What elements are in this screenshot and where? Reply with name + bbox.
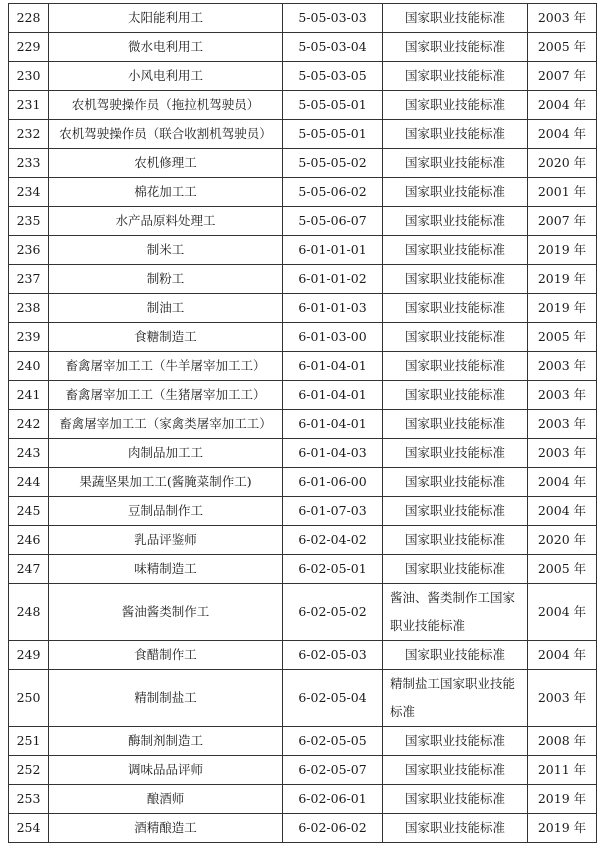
standard-name-cell: 国家职业技能标准 <box>383 236 528 265</box>
table-row <box>9 410 597 439</box>
table-body <box>9 4 597 843</box>
row-number-cell: 228 <box>9 4 49 33</box>
row-number-cell: 232 <box>9 120 49 149</box>
year-cell: 2019 年 <box>528 814 597 843</box>
occupation-code-cell: 6-01-03-00 <box>283 323 383 352</box>
table-row <box>9 352 597 381</box>
occupation-code-cell: 5-05-06-07 <box>283 207 383 236</box>
table-row <box>9 555 597 584</box>
year-cell: 2020 年 <box>528 149 597 178</box>
table-row <box>9 814 597 843</box>
standard-name-cell: 国家职业技能标准 <box>383 207 528 236</box>
row-number-cell: 249 <box>9 641 49 670</box>
occupation-code-cell: 5-05-03-04 <box>283 33 383 62</box>
row-number-cell: 237 <box>9 265 49 294</box>
occupation-code-cell: 6-01-04-03 <box>283 439 383 468</box>
standard-name-cell: 国家职业技能标准 <box>383 785 528 814</box>
row-number-cell: 241 <box>9 381 49 410</box>
row-number-cell: 247 <box>9 555 49 584</box>
occupation-name-cell: 食醋制作工 <box>49 641 283 670</box>
occupation-name-cell: 微水电利用工 <box>49 33 283 62</box>
row-number-cell: 231 <box>9 91 49 120</box>
occupation-code-cell: 6-02-05-03 <box>283 641 383 670</box>
row-number-cell: 251 <box>9 727 49 756</box>
row-number-cell: 248 <box>9 584 49 641</box>
standard-name-cell: 国家职业技能标准 <box>383 555 528 584</box>
year-cell: 2001 年 <box>528 178 597 207</box>
year-cell: 2003 年 <box>528 670 597 727</box>
standard-name-text: 精制盐工国家职业技能标准 <box>390 676 516 719</box>
table-row <box>9 785 597 814</box>
occupation-code-cell: 6-02-05-02 <box>283 584 383 641</box>
row-number-cell: 234 <box>9 178 49 207</box>
year-cell: 2011 年 <box>528 756 597 785</box>
occupation-code-cell: 6-02-06-01 <box>283 785 383 814</box>
year-cell: 2019 年 <box>528 785 597 814</box>
occupation-name-cell: 水产品原料处理工 <box>49 207 283 236</box>
year-cell: 2003 年 <box>528 381 597 410</box>
standard-name-cell: 国家职业技能标准 <box>383 439 528 468</box>
year-cell: 2008 年 <box>528 727 597 756</box>
year-cell: 2004 年 <box>528 468 597 497</box>
table-row <box>9 120 597 149</box>
occupation-code-cell: 5-05-05-01 <box>283 120 383 149</box>
occupation-name-cell: 畜禽屠宰加工工（家禽类屠宰加工工） <box>49 410 283 439</box>
occupation-standards-table <box>8 3 597 843</box>
standard-name-cell: 国家职业技能标准 <box>383 352 528 381</box>
standard-name-cell: 国家职业技能标准 <box>383 756 528 785</box>
occupation-code-cell: 6-01-04-01 <box>283 381 383 410</box>
table-row <box>9 294 597 323</box>
row-number-cell: 245 <box>9 497 49 526</box>
standards-table-page <box>8 3 596 843</box>
year-cell: 2003 年 <box>528 352 597 381</box>
standard-name-cell: 国家职业技能标准 <box>383 526 528 555</box>
standard-name-cell: 国家职业技能标准 <box>383 265 528 294</box>
occupation-code-cell: 5-05-06-02 <box>283 178 383 207</box>
occupation-name-cell: 豆制品制作工 <box>49 497 283 526</box>
occupation-name-cell: 农机驾驶操作员（拖拉机驾驶员） <box>49 91 283 120</box>
occupation-code-cell: 6-02-05-04 <box>283 670 383 727</box>
table-row <box>9 149 597 178</box>
row-number-cell: 252 <box>9 756 49 785</box>
occupation-name-cell: 调味品品评师 <box>49 756 283 785</box>
occupation-code-cell: 5-05-05-01 <box>283 91 383 120</box>
table-row <box>9 468 597 497</box>
table-row <box>9 323 597 352</box>
standard-name-cell: 国家职业技能标准 <box>383 33 528 62</box>
occupation-name-cell: 味精制造工 <box>49 555 283 584</box>
table-row <box>9 641 597 670</box>
standard-name-text: 酱油、酱类制作工国家职业技能标准 <box>390 590 516 633</box>
table-row <box>9 439 597 468</box>
table-row <box>9 497 597 526</box>
occupation-code-cell: 6-01-04-01 <box>283 410 383 439</box>
standard-name-cell: 国家职业技能标准 <box>383 641 528 670</box>
year-cell: 2005 年 <box>528 33 597 62</box>
table-row <box>9 756 597 785</box>
row-number-cell: 244 <box>9 468 49 497</box>
occupation-code-cell: 6-01-07-03 <box>283 497 383 526</box>
year-cell: 2004 年 <box>528 120 597 149</box>
standard-name-cell <box>383 670 528 727</box>
standard-name-cell: 国家职业技能标准 <box>383 4 528 33</box>
occupation-name-cell: 畜禽屠宰加工工（生猪屠宰加工工） <box>49 381 283 410</box>
year-cell: 2003 年 <box>528 410 597 439</box>
occupation-code-cell: 6-01-01-03 <box>283 294 383 323</box>
standard-name-cell: 国家职业技能标准 <box>383 410 528 439</box>
occupation-name-cell: 精制制盐工 <box>49 670 283 727</box>
standard-name-cell: 国家职业技能标准 <box>383 120 528 149</box>
occupation-name-cell: 小风电利用工 <box>49 62 283 91</box>
occupation-name-cell: 乳品评鉴师 <box>49 526 283 555</box>
row-number-cell: 229 <box>9 33 49 62</box>
table-row <box>9 236 597 265</box>
occupation-name-cell: 食糖制造工 <box>49 323 283 352</box>
occupation-name-cell: 农机驾驶操作员（联合收割机驾驶员） <box>49 120 283 149</box>
occupation-code-cell: 6-02-04-02 <box>283 526 383 555</box>
occupation-code-cell: 6-02-05-05 <box>283 727 383 756</box>
row-number-cell: 238 <box>9 294 49 323</box>
occupation-name-cell: 酱油酱类制作工 <box>49 584 283 641</box>
year-cell: 2003 年 <box>528 4 597 33</box>
year-cell: 2019 年 <box>528 265 597 294</box>
occupation-code-cell: 6-01-01-02 <box>283 265 383 294</box>
year-cell: 2004 年 <box>528 91 597 120</box>
occupation-name-cell: 酿酒师 <box>49 785 283 814</box>
standard-name-cell: 国家职业技能标准 <box>383 323 528 352</box>
row-number-cell: 235 <box>9 207 49 236</box>
table-row <box>9 727 597 756</box>
row-number-cell: 239 <box>9 323 49 352</box>
row-number-cell: 243 <box>9 439 49 468</box>
year-cell: 2003 年 <box>528 439 597 468</box>
year-cell: 2007 年 <box>528 62 597 91</box>
occupation-code-cell: 6-01-06-00 <box>283 468 383 497</box>
table-row <box>9 526 597 555</box>
year-cell: 2005 年 <box>528 323 597 352</box>
standard-name-cell: 国家职业技能标准 <box>383 381 528 410</box>
table-row <box>9 265 597 294</box>
standard-name-cell: 国家职业技能标准 <box>383 497 528 526</box>
row-number-cell: 253 <box>9 785 49 814</box>
year-cell: 2007 年 <box>528 207 597 236</box>
table-row <box>9 381 597 410</box>
occupation-code-cell: 6-01-04-01 <box>283 352 383 381</box>
occupation-name-cell: 畜禽屠宰加工工（牛羊屠宰加工工） <box>49 352 283 381</box>
row-number-cell: 240 <box>9 352 49 381</box>
occupation-name-cell: 果蔬坚果加工工(酱腌菜制作工) <box>49 468 283 497</box>
row-number-cell: 254 <box>9 814 49 843</box>
year-cell: 2020 年 <box>528 526 597 555</box>
standard-name-cell: 国家职业技能标准 <box>383 468 528 497</box>
row-number-cell: 230 <box>9 62 49 91</box>
occupation-name-cell: 制油工 <box>49 294 283 323</box>
row-number-cell: 233 <box>9 149 49 178</box>
occupation-name-cell: 肉制品加工工 <box>49 439 283 468</box>
occupation-code-cell: 6-01-01-01 <box>283 236 383 265</box>
standard-name-cell: 国家职业技能标准 <box>383 727 528 756</box>
occupation-code-cell: 6-02-06-02 <box>283 814 383 843</box>
standard-name-cell: 国家职业技能标准 <box>383 814 528 843</box>
year-cell: 2019 年 <box>528 236 597 265</box>
year-cell: 2004 年 <box>528 641 597 670</box>
table-row <box>9 4 597 33</box>
year-cell: 2004 年 <box>528 584 597 641</box>
row-number-cell: 246 <box>9 526 49 555</box>
standard-name-cell: 国家职业技能标准 <box>383 91 528 120</box>
occupation-name-cell: 棉花加工工 <box>49 178 283 207</box>
occupation-name-cell: 太阳能利用工 <box>49 4 283 33</box>
occupation-code-cell: 5-05-05-02 <box>283 149 383 178</box>
occupation-code-cell: 5-05-03-03 <box>283 4 383 33</box>
table-row <box>9 91 597 120</box>
row-number-cell: 236 <box>9 236 49 265</box>
standard-name-cell: 国家职业技能标准 <box>383 294 528 323</box>
year-cell: 2005 年 <box>528 555 597 584</box>
standard-name-cell: 国家职业技能标准 <box>383 149 528 178</box>
table-row <box>9 33 597 62</box>
standard-name-cell <box>383 584 528 641</box>
occupation-name-cell: 农机修理工 <box>49 149 283 178</box>
table-row <box>9 670 597 727</box>
table-row <box>9 178 597 207</box>
standard-name-cell: 国家职业技能标准 <box>383 178 528 207</box>
table-row <box>9 207 597 236</box>
occupation-name-cell: 制粉工 <box>49 265 283 294</box>
occupation-code-cell: 6-02-05-01 <box>283 555 383 584</box>
standard-name-cell: 国家职业技能标准 <box>383 62 528 91</box>
occupation-name-cell: 制米工 <box>49 236 283 265</box>
occupation-code-cell: 6-02-05-07 <box>283 756 383 785</box>
occupation-name-cell: 酒精酿造工 <box>49 814 283 843</box>
table-row <box>9 62 597 91</box>
year-cell: 2019 年 <box>528 294 597 323</box>
row-number-cell: 250 <box>9 670 49 727</box>
occupation-code-cell: 5-05-03-05 <box>283 62 383 91</box>
row-number-cell: 242 <box>9 410 49 439</box>
occupation-name-cell: 酶制剂制造工 <box>49 727 283 756</box>
year-cell: 2004 年 <box>528 497 597 526</box>
table-row <box>9 584 597 641</box>
